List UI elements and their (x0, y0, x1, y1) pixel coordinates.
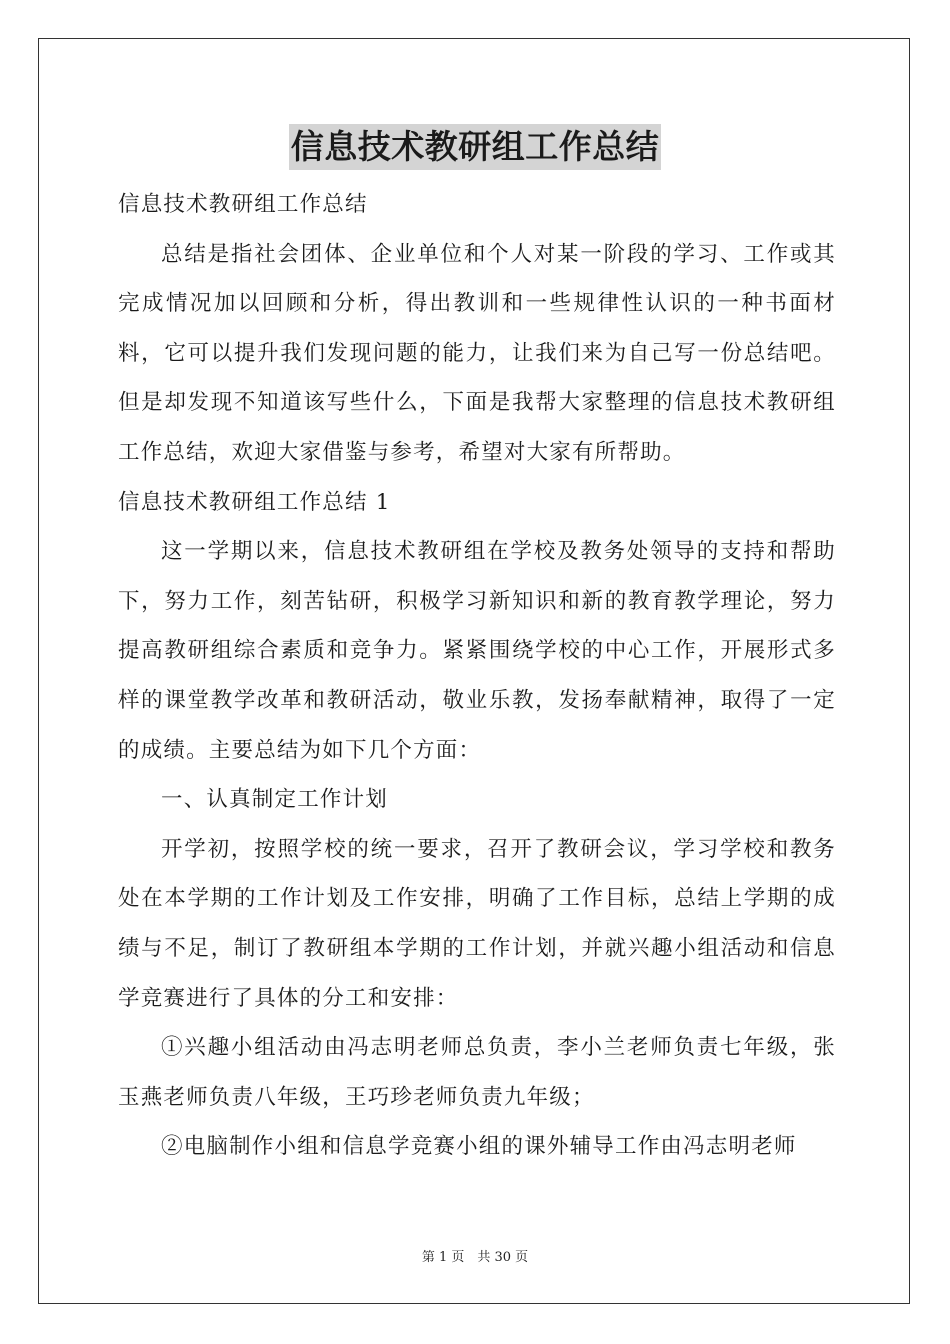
document-body (118, 180, 836, 1172)
document-title: 信息技术教研组工作总结 (289, 124, 662, 170)
body-paragraph: 一、认真制定工作计划 (161, 787, 389, 813)
title-container (0, 124, 950, 170)
page-footer: 第 1 页 共 30 页 (421, 1250, 529, 1265)
body-paragraph: 这一学期以来，信息技术教研组在学校及教务处领导的支持和帮助下，努力工作，刻苦钻研，积极学习新知识和新的教育教学理论，努力提高教研组综合素质和竞争力。紧紧围绕学校的中心工作，开展形式多样的课堂教学改革和教研活动，敬业乐教，发扬奉献精神，取得了一定的成绩。主要总结为如下几个方面： (118, 539, 836, 763)
section-heading: 信息技术教研组工作总结 1 (118, 489, 391, 515)
body-paragraph: 开学初，按照学校的统一要求，召开了教研会议，学习学校和教务处在本学期的工作计划及工作安排，明确了工作目标，总结上学期的成绩与不足，制订了教研组本学期的工作计划，并就兴趣小组活动和信息学竞赛进行了具体的分工和安排： (118, 836, 836, 1011)
body-paragraph: ①兴趣小组活动由冯志明老师总负责，李小兰老师负责七年级，张玉燕老师负责八年级，王巧珍老师负责九年级； (118, 1035, 836, 1110)
body-paragraph: ②电脑制作小组和信息学竞赛小组的课外辅导工作由冯志明老师 (161, 1134, 797, 1160)
body-paragraph: 总结是指社会团体、企业单位和个人对某一阶段的学习、工作或其完成情况加以回顾和分析，得出教训和一些规律性认识的一种书面材料，它可以提升我们发现问题的能力，让我们来为自己写一份总结吧。但是却发现不知道该写些什么，下面是我帮大家整理的信息技术教研组工作总结，欢迎大家借鉴与参考，希望对大家有所帮助。 (118, 241, 836, 465)
section-heading: 信息技术教研组工作总结 (118, 192, 368, 217)
